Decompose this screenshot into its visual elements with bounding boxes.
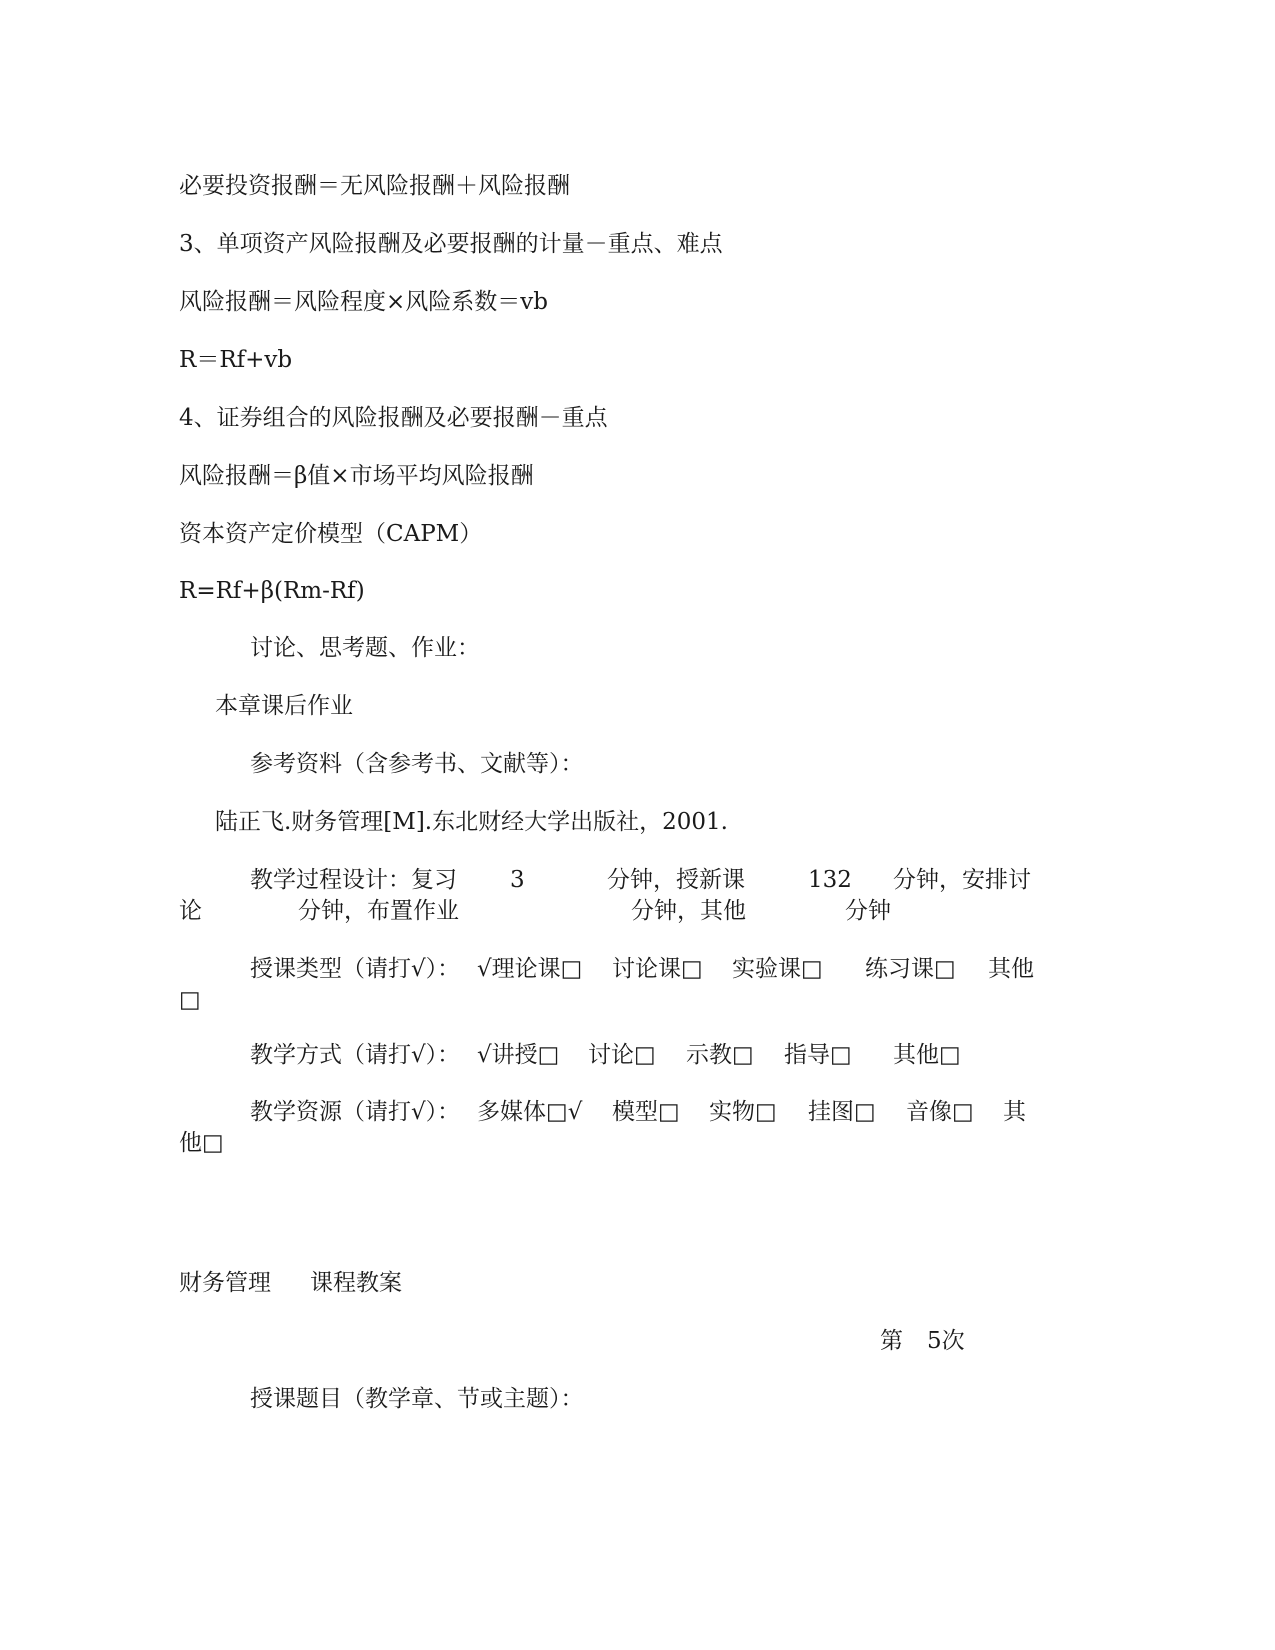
item4-heading: 4、证券组合的风险报酬及必要报酬－重点 bbox=[179, 405, 608, 431]
teaching-method-option: 指导□ bbox=[784, 1042, 852, 1068]
process-review-label: 教学过程设计：复习 bbox=[250, 867, 457, 893]
session-prefix: 第 bbox=[880, 1328, 903, 1354]
teaching-resources-option: 实物□ bbox=[709, 1099, 777, 1125]
required-return-formula: 必要投资报酬＝无风险报酬＋风险报酬 bbox=[179, 173, 570, 199]
process-homework-label: 分钟，布置作业 bbox=[298, 898, 459, 924]
lesson-type-option: 其他 bbox=[988, 956, 1034, 982]
discussion-label: 讨论、思考题、作业： bbox=[250, 635, 480, 661]
teaching-method-option: 讨论□ bbox=[588, 1042, 656, 1068]
item3-heading: 3、单项资产风险报酬及必要报酬的计量－重点、难点 bbox=[179, 231, 723, 257]
course-name: 财务管理 bbox=[179, 1270, 271, 1296]
r-formula: R＝Rf+vb bbox=[179, 347, 293, 373]
process-other-label: 分钟，其他 bbox=[631, 898, 746, 924]
lesson-type-option: 实验课□ bbox=[732, 956, 823, 982]
teaching-resources-option: 音像□ bbox=[906, 1099, 974, 1125]
process-review-minutes: 3 bbox=[510, 867, 525, 893]
discussion-content: 本章课后作业 bbox=[215, 693, 353, 719]
lesson-type-option: 讨论课□ bbox=[612, 956, 703, 982]
teaching-resources-label: 教学资源（请打√）： bbox=[250, 1099, 461, 1125]
lesson-type-option: √理论课□ bbox=[477, 956, 583, 982]
lesson-type-wrap: □ bbox=[179, 987, 201, 1013]
teaching-resources-option: 模型□ bbox=[612, 1099, 680, 1125]
process-new-label: 分钟，授新课 bbox=[607, 867, 745, 893]
teaching-resources-option: 其 bbox=[1003, 1099, 1026, 1125]
references-content: 陆正飞.财务管理[M].东北财经大学出版社，2001. bbox=[215, 809, 728, 835]
teaching-method-option: 示教□ bbox=[686, 1042, 754, 1068]
risk-return-formula: 风险报酬＝风险程度×风险系数＝vb bbox=[179, 289, 548, 315]
capm-formula: R=Rf+β(Rm-Rf) bbox=[179, 578, 365, 604]
topic-label: 授课题目（教学章、节或主题）： bbox=[250, 1386, 584, 1412]
teaching-method-option: √讲授□ bbox=[477, 1042, 560, 1068]
teaching-method-label: 教学方式（请打√）： bbox=[250, 1042, 461, 1068]
doc-type: 课程教案 bbox=[310, 1270, 402, 1296]
lesson-type-option: 练习课□ bbox=[865, 956, 956, 982]
teaching-resources-option: 挂图□ bbox=[808, 1099, 876, 1125]
lesson-type-label: 授课类型（请打√）： bbox=[250, 956, 461, 982]
capm-title: 资本资产定价模型（CAPM） bbox=[179, 521, 483, 547]
references-label: 参考资料（含参考书、文献等）： bbox=[250, 751, 584, 777]
teaching-resources-wrap: 他□ bbox=[179, 1130, 224, 1156]
portfolio-risk-return-formula: 风险报酬＝β值×市场平均风险报酬 bbox=[179, 463, 534, 489]
process-new-minutes: 132 bbox=[808, 867, 852, 893]
teaching-method-option: 其他□ bbox=[893, 1042, 961, 1068]
process-discuss-char: 论 bbox=[179, 898, 202, 924]
teaching-resources-option: 多媒体□√ bbox=[477, 1099, 583, 1125]
process-other-minutes-label: 分钟 bbox=[845, 898, 891, 924]
process-discuss-label: 分钟，安排讨 bbox=[893, 867, 1031, 893]
session-number: 5次 bbox=[927, 1328, 965, 1354]
